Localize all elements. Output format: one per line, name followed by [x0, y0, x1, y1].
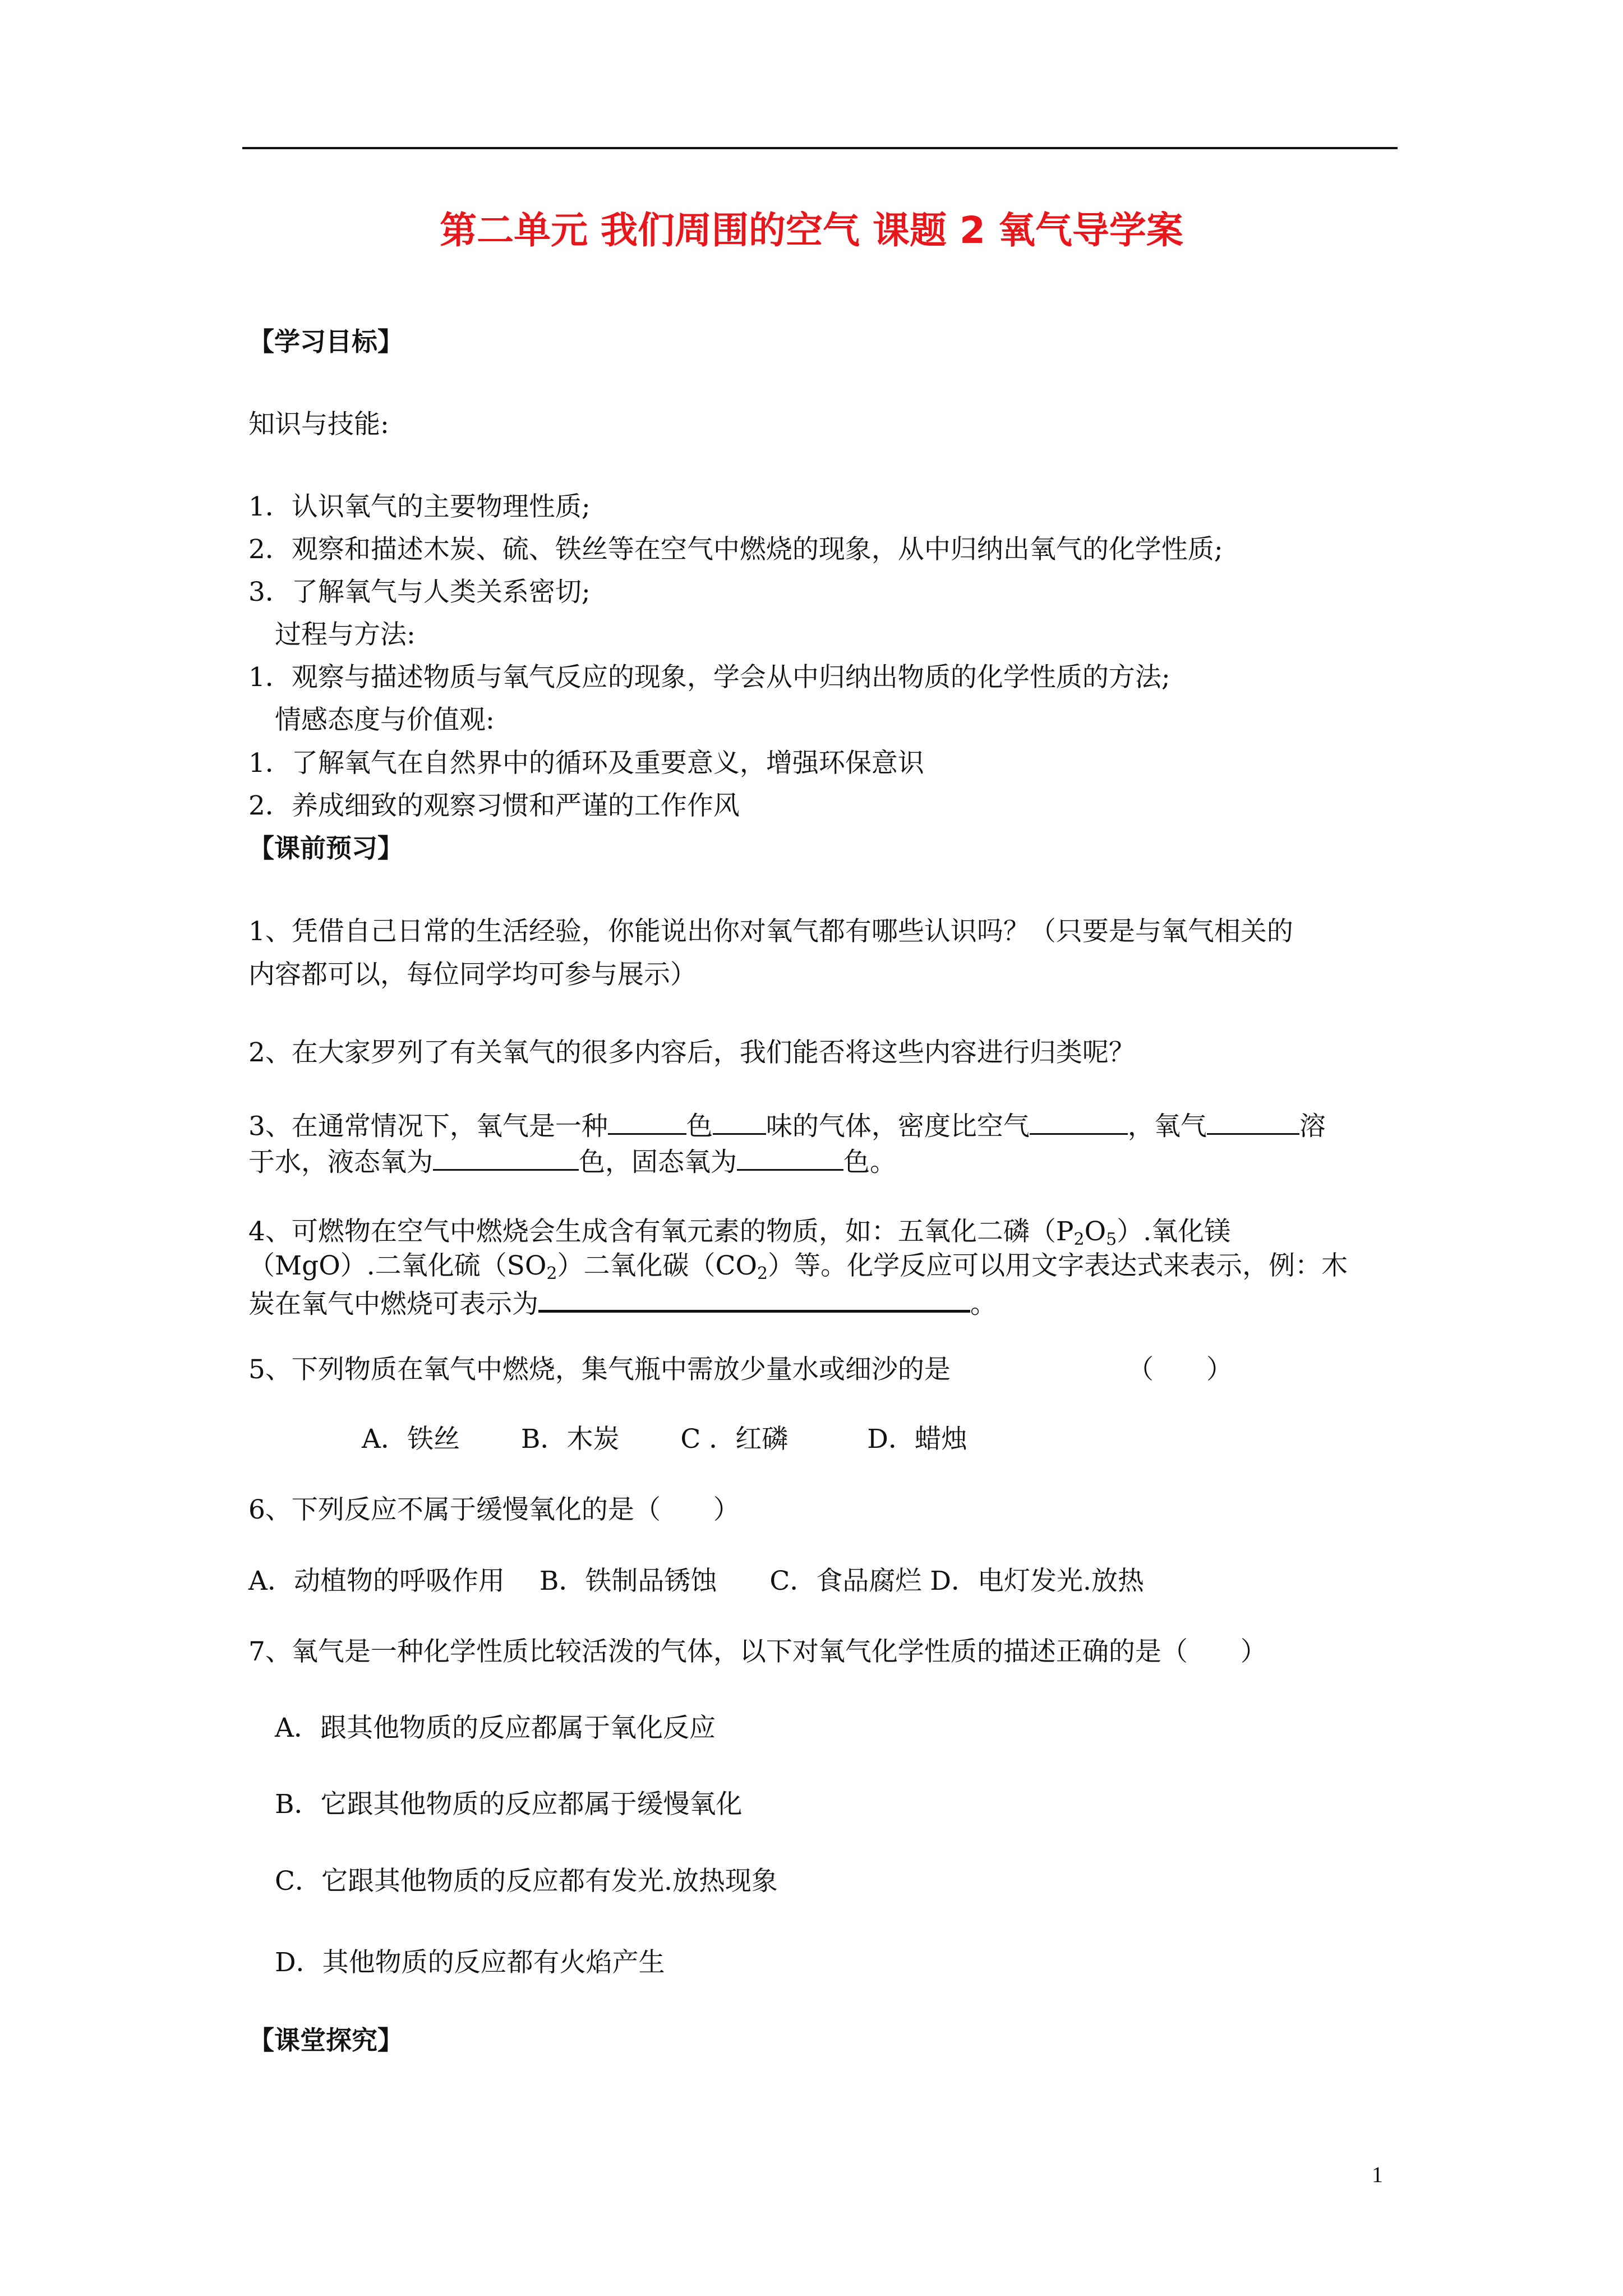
attitude-item-1: 1．了解氧气在自然界中的循环及重要意义，增强环保意识	[248, 748, 924, 779]
q7-option-d: D．其他物质的反应都有火焰产生	[275, 1947, 665, 1978]
preview-q4-line1	[248, 1218, 1230, 1248]
q4-text-b: O	[1084, 1216, 1106, 1247]
q4-text-g: 炭在氧气中燃烧可表示为	[248, 1289, 538, 1320]
preview-q1-line1: 1、凭借自己日常的生活经验，你能说出你对氧气都有哪些认识吗？（只要是与氧气相关的	[248, 916, 1293, 947]
q4-subscript: 2	[1073, 1230, 1085, 1249]
fill-blank-smell[interactable]	[713, 1110, 766, 1135]
preview-q3-line2	[248, 1145, 896, 1178]
section-heading-objectives: 【学习目标】	[248, 326, 403, 357]
q3-text-d: ，氧气	[1127, 1111, 1207, 1142]
q7-option-b: B．它跟其他物质的反应都属于缓慢氧化	[275, 1789, 743, 1820]
fill-blank-solubility[interactable]	[1207, 1110, 1299, 1135]
fill-blank-color[interactable]	[608, 1110, 686, 1135]
page-number: 1	[1372, 2162, 1383, 2187]
header-rule	[242, 147, 1398, 149]
preview-q3-line1	[248, 1110, 1326, 1142]
section-heading-explore: 【课堂探究】	[248, 2025, 403, 2055]
preview-q6-options: A．动植物的呼吸作用 B．铁制品锈蚀 C．食品腐烂 D．电灯发光.放热	[248, 1566, 1144, 1596]
q3-text-b: 色	[686, 1111, 713, 1142]
knowledge-item-1: 1．认识氧气的主要物理性质;	[248, 491, 591, 522]
q3-text-g: 色，固态氧为	[579, 1147, 737, 1178]
fill-blank-solid-color[interactable]	[737, 1145, 843, 1171]
q4-subscript: 2	[757, 1264, 768, 1283]
q4-text-c: ）.氧化镁	[1117, 1216, 1231, 1247]
preview-q2: 2、在大家罗列了有关氧气的很多内容后，我们能否将这些内容进行归类呢？	[248, 1037, 1135, 1068]
q3-text-e: 溶	[1299, 1111, 1326, 1142]
knowledge-heading: 知识与技能:	[248, 409, 389, 440]
preview-q6-stem: 6、下列反应不属于缓慢氧化的是（ ）	[248, 1494, 740, 1525]
q3-text-f: 于水，液态氧为	[248, 1147, 433, 1178]
q3-text-a: 3、在通常情况下，氧气是一种	[248, 1111, 608, 1142]
preview-q5-options: A．铁丝 B．木炭 C ．红磷 D．蜡烛	[362, 1424, 967, 1455]
q3-text-h: 色。	[843, 1147, 896, 1178]
page-title: 第二单元 我们周围的空气 课题 2 氧气导学案	[440, 209, 1183, 252]
q4-text-a: 4、可燃物在空气中燃烧会生成含有氧元素的物质，如：五氧化二磷（P	[248, 1216, 1074, 1247]
q4-text-e: ）二氧化碳（CO	[557, 1250, 758, 1281]
preview-q1-line2: 内容都可以，每位同学均可参与展示）	[248, 959, 697, 990]
fill-blank-liquid-color[interactable]	[433, 1145, 579, 1171]
process-heading: 过程与方法:	[275, 619, 416, 650]
q4-subscript: 5	[1106, 1230, 1117, 1249]
knowledge-item-3: 3．了解氧气与人类关系密切;	[248, 577, 591, 608]
preview-q5-stem: 5、下列物质在氧气中燃烧，集气瓶中需放少量水或细沙的是	[248, 1354, 951, 1385]
process-item-1: 1．观察与描述物质与氧气反应的现象，学会从中归纳出物质的化学性质的方法;	[248, 662, 1170, 693]
q5-answer-parens[interactable]: （ ）	[1127, 1354, 1233, 1385]
q3-text-c: 味的气体，密度比空气	[766, 1111, 1030, 1142]
q7-option-c: C．它跟其他物质的反应都有发光.放热现象	[275, 1866, 778, 1897]
q4-text-h: 。	[970, 1289, 997, 1320]
preview-q4-line3	[248, 1286, 997, 1320]
knowledge-item-2: 2．观察和描述木炭、硫、铁丝等在空气中燃烧的现象，从中归纳出氧气的化学性质;	[248, 534, 1223, 565]
fill-blank-density[interactable]	[1030, 1110, 1128, 1135]
preview-q4-line2	[248, 1250, 1348, 1283]
q4-text-d: （MgO）.二氧化硫（SO	[248, 1250, 547, 1281]
fill-blank-expression[interactable]	[538, 1286, 970, 1313]
q4-subscript: 2	[546, 1264, 557, 1283]
q7-option-a: A．跟其他物质的反应都属于氧化反应	[275, 1713, 716, 1743]
preview-q7-stem: 7、氧气是一种化学性质比较活泼的气体，以下对氧气化学性质的描述正确的是（ ）	[248, 1636, 1267, 1667]
attitude-heading: 情感态度与价值观:	[275, 705, 495, 735]
section-heading-preview: 【课前预习】	[248, 833, 403, 863]
q4-text-f: ）等。化学反应可以用文字表达式来表示，例：木	[768, 1250, 1348, 1281]
attitude-item-2: 2．养成细致的观察习惯和严谨的工作作风	[248, 790, 740, 821]
